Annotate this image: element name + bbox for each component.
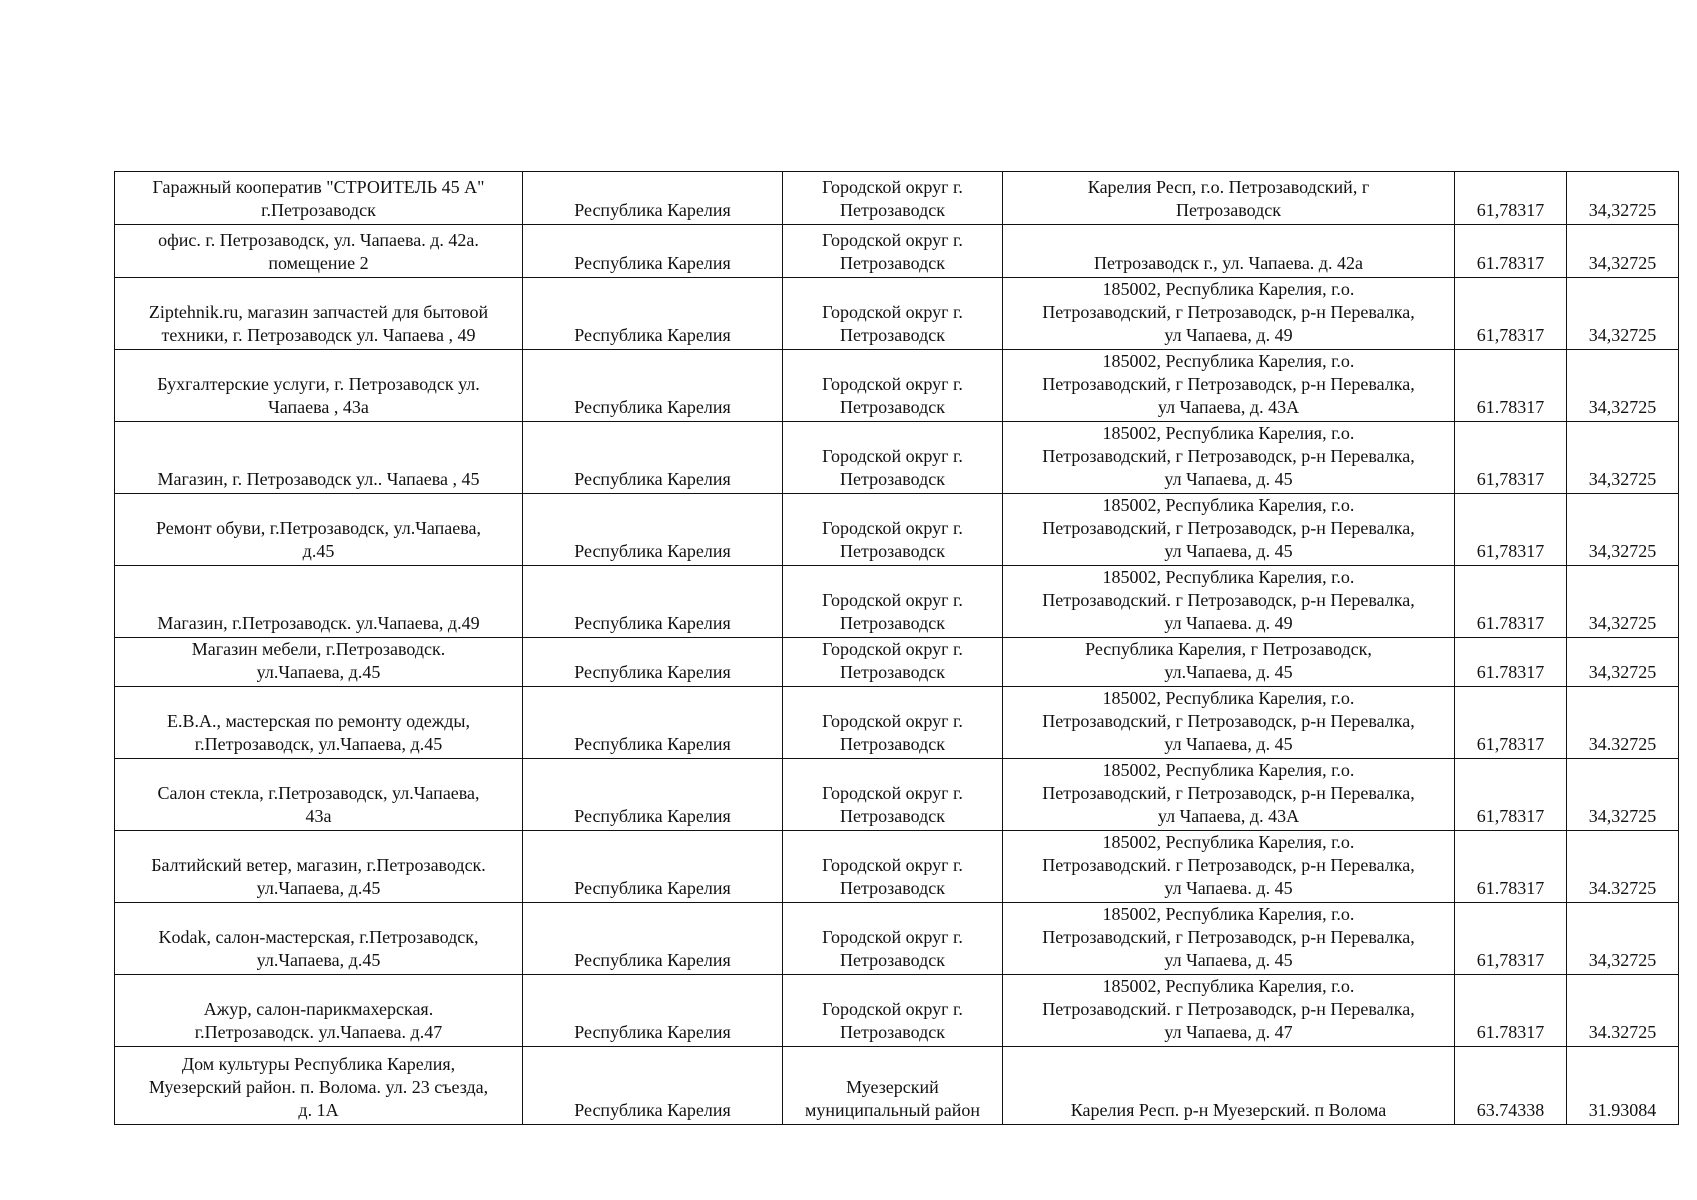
place-name-cell: [115, 687, 523, 759]
latitude-cell: [1455, 903, 1567, 975]
region-cell-text: Республика Карелия: [574, 878, 731, 898]
address-cell: [1003, 225, 1455, 278]
address-cell-text: 185002, Республика Карелия, г.о. Петрозаводский, г Петрозаводск, р-н Перевалка, ул Чапаева, д. 49: [1042, 279, 1415, 345]
address-cell: [1003, 494, 1455, 566]
place-name-cell-text: Дом культуры Республика Карелия, Муезерский район. п. Волома. ул. 23 съезда, д. 1А: [148, 1054, 489, 1120]
place-name-cell: [115, 278, 523, 350]
region-cell-text: Республика Карелия: [574, 613, 731, 633]
place-name-cell: [115, 566, 523, 638]
table-row: [115, 350, 1679, 422]
district-cell: [783, 1047, 1003, 1125]
region-cell-text: Республика Карелия: [574, 950, 731, 970]
region-cell-text: Республика Карелия: [574, 806, 731, 826]
district-cell: [783, 494, 1003, 566]
latitude-cell-text: 61.78317: [1476, 397, 1545, 417]
address-table: [114, 171, 1679, 1125]
longitude-cell: [1567, 687, 1679, 759]
address-cell-text: 185002, Республика Карелия, г.о. Петрозаводский, г Петрозаводск, р-н Перевалка, ул Чапаева, д. 45: [1042, 423, 1415, 489]
district-cell: [783, 350, 1003, 422]
latitude-cell-text: 61.78317: [1476, 878, 1545, 898]
latitude-cell-text: 61,78317: [1476, 950, 1545, 970]
longitude-cell-text: 34.32725: [1588, 878, 1657, 898]
district-cell: [783, 687, 1003, 759]
district-cell-text: Городской округ г. Петрозаводск: [822, 374, 963, 417]
region-cell-text: Республика Карелия: [574, 1022, 731, 1042]
place-name-cell-text: Магазин, г. Петрозаводск ул.. Чапаева , 45: [157, 469, 480, 489]
region-cell: [523, 566, 783, 638]
longitude-cell: [1567, 759, 1679, 831]
region-cell-text: Республика Карелия: [574, 397, 731, 417]
address-cell-text: 185002, Республика Карелия, г.о. Петрозаводский, г Петрозаводск, р-н Перевалка, ул Чапаева, д. 45: [1042, 904, 1415, 970]
longitude-cell-text: 34.32725: [1588, 734, 1657, 754]
table-row: [115, 494, 1679, 566]
latitude-cell: [1455, 831, 1567, 903]
latitude-cell: [1455, 422, 1567, 494]
district-cell-text: Городской округ г. Петрозаводск: [822, 177, 963, 220]
longitude-cell-text: 34,32725: [1588, 950, 1657, 970]
longitude-cell: [1567, 831, 1679, 903]
table-row: [115, 278, 1679, 350]
district-cell: [783, 759, 1003, 831]
region-cell-text: Республика Карелия: [574, 200, 731, 220]
region-cell-text: Республика Карелия: [574, 662, 731, 682]
region-cell: [523, 422, 783, 494]
region-cell-text: Республика Карелия: [574, 734, 731, 754]
longitude-cell: [1567, 903, 1679, 975]
table-row: [115, 422, 1679, 494]
latitude-cell: [1455, 566, 1567, 638]
address-cell: [1003, 638, 1455, 687]
address-cell: [1003, 350, 1455, 422]
region-cell: [523, 903, 783, 975]
latitude-cell-text: 61.78317: [1476, 662, 1545, 682]
address-cell-text: 185002, Республика Карелия, г.о. Петрозаводский, г Петрозаводск, р-н Перевалка, ул Чапаева, д. 45: [1042, 688, 1415, 754]
latitude-cell-text: 61,78317: [1476, 806, 1545, 826]
district-cell-text: Городской округ г. Петрозаводск: [822, 639, 963, 682]
district-cell-text: Муезерский муниципальный район: [804, 1077, 980, 1120]
longitude-cell: [1567, 1047, 1679, 1125]
place-name-cell: [115, 172, 523, 225]
place-name-cell: [115, 350, 523, 422]
address-cell-text: 185002, Республика Карелия, г.о. Петрозаводский, г Петрозаводск, р-н Перевалка, ул Чапаева, д. 43А: [1042, 351, 1415, 417]
region-cell-text: Республика Карелия: [574, 541, 731, 561]
address-cell-text: 185002, Республика Карелия, г.о. Петрозаводский. г Петрозаводск, р-н Перевалка, ул Чапаева, д. 47: [1042, 976, 1415, 1042]
place-name-cell: [115, 422, 523, 494]
address-cell: [1003, 903, 1455, 975]
address-cell: [1003, 687, 1455, 759]
latitude-cell: [1455, 172, 1567, 225]
address-cell-text: Петрозаводск г., ул. Чапаева. д. 42а: [1094, 253, 1363, 273]
longitude-cell: [1567, 350, 1679, 422]
district-cell: [783, 831, 1003, 903]
place-name-cell-text: Е.В.А., мастерская по ремонту одежды, г.Петрозаводск, ул.Чапаева, д.45: [167, 711, 470, 754]
place-name-cell-text: Магазин, г.Петрозаводск. ул.Чапаева, д.49: [157, 613, 480, 633]
latitude-cell: [1455, 638, 1567, 687]
address-cell: [1003, 759, 1455, 831]
table-row: [115, 1047, 1679, 1125]
place-name-cell-text: Магазин мебели, г.Петрозаводск. ул.Чапаева, д.45: [191, 639, 446, 682]
place-name-cell-text: офис. г. Петрозаводск, ул. Чапаева. д. 42а. помещение 2: [158, 230, 479, 273]
place-name-cell-text: Ziptehnik.ru, магазин запчастей для бытовой техники, г. Петрозаводск ул. Чапаева , 49: [148, 302, 489, 345]
district-cell: [783, 566, 1003, 638]
longitude-cell-text: 34,32725: [1588, 397, 1657, 417]
district-cell: [783, 975, 1003, 1047]
longitude-cell-text: 34,32725: [1588, 541, 1657, 561]
table-row: [115, 903, 1679, 975]
latitude-cell-text: 61,78317: [1476, 200, 1545, 220]
region-cell: [523, 350, 783, 422]
latitude-cell-text: 61.78317: [1476, 253, 1545, 273]
latitude-cell-text: 61,78317: [1476, 325, 1545, 345]
longitude-cell-text: 34,32725: [1588, 613, 1657, 633]
region-cell: [523, 759, 783, 831]
latitude-cell: [1455, 759, 1567, 831]
place-name-cell: [115, 759, 523, 831]
latitude-cell-text: 63.74338: [1476, 1100, 1545, 1120]
district-cell-text: Городской округ г. Петрозаводск: [822, 711, 963, 754]
district-cell-text: Городской округ г. Петрозаводск: [822, 302, 963, 345]
latitude-cell: [1455, 225, 1567, 278]
latitude-cell: [1455, 278, 1567, 350]
table-row: [115, 687, 1679, 759]
address-cell-text: 185002, Республика Карелия, г.о. Петрозаводский. г Петрозаводск, р-н Перевалка, ул Чапаева. д. 49: [1042, 567, 1415, 633]
address-cell-text: Карелия Респ, г.о. Петрозаводский, г Петрозаводск: [1087, 177, 1370, 220]
region-cell-text: Республика Карелия: [574, 1100, 731, 1120]
latitude-cell: [1455, 1047, 1567, 1125]
region-cell: [523, 1047, 783, 1125]
table-row: [115, 225, 1679, 278]
address-cell: [1003, 1047, 1455, 1125]
district-cell-text: Городской округ г. Петрозаводск: [822, 446, 963, 489]
latitude-cell-text: 61.78317: [1476, 613, 1545, 633]
address-cell-text: 185002, Республика Карелия, г.о. Петрозаводский, г Петрозаводск, р-н Перевалка, ул Чапаева, д. 45: [1042, 495, 1415, 561]
place-name-cell: [115, 903, 523, 975]
place-name-cell-text: Kodak, салон-мастерская, г.Петрозаводск, ул.Чапаева, д.45: [158, 927, 479, 970]
address-cell: [1003, 278, 1455, 350]
address-cell-text: Карелия Респ. р-н Муезерский. п Волома: [1070, 1100, 1387, 1120]
district-cell-text: Городской округ г. Петрозаводск: [822, 518, 963, 561]
longitude-cell: [1567, 975, 1679, 1047]
region-cell: [523, 278, 783, 350]
latitude-cell-text: 61.78317: [1476, 1022, 1545, 1042]
longitude-cell-text: 34,32725: [1588, 325, 1657, 345]
address-cell: [1003, 422, 1455, 494]
place-name-cell: [115, 494, 523, 566]
longitude-cell-text: 31.93084: [1588, 1100, 1657, 1120]
latitude-cell: [1455, 975, 1567, 1047]
longitude-cell: [1567, 225, 1679, 278]
district-cell: [783, 278, 1003, 350]
longitude-cell-text: 34.32725: [1588, 1022, 1657, 1042]
address-cell: [1003, 975, 1455, 1047]
place-name-cell: [115, 975, 523, 1047]
table-body: [115, 172, 1679, 1125]
district-cell-text: Городской округ г. Петрозаводск: [822, 855, 963, 898]
district-cell: [783, 172, 1003, 225]
latitude-cell: [1455, 494, 1567, 566]
place-name-cell-text: Бухгалтерские услуги, г. Петрозаводск ул. Чапаева , 43а: [157, 374, 480, 417]
longitude-cell-text: 34,32725: [1588, 662, 1657, 682]
region-cell: [523, 687, 783, 759]
place-name-cell: [115, 1047, 523, 1125]
table-row: [115, 831, 1679, 903]
longitude-cell: [1567, 172, 1679, 225]
place-name-cell: [115, 638, 523, 687]
region-cell: [523, 831, 783, 903]
table-row: [115, 172, 1679, 225]
latitude-cell: [1455, 687, 1567, 759]
address-cell: [1003, 831, 1455, 903]
latitude-cell-text: 61,78317: [1476, 541, 1545, 561]
longitude-cell-text: 34,32725: [1588, 806, 1657, 826]
region-cell: [523, 172, 783, 225]
place-name-cell-text: Салон стекла, г.Петрозаводск, ул.Чапаева, 43а: [157, 783, 480, 826]
place-name-cell-text: Балтийский ветер, магазин, г.Петрозаводск. ул.Чапаева, д.45: [151, 855, 486, 898]
district-cell-text: Городской округ г. Петрозаводск: [822, 999, 963, 1042]
table-row: [115, 638, 1679, 687]
latitude-cell: [1455, 350, 1567, 422]
longitude-cell: [1567, 422, 1679, 494]
district-cell-text: Городской округ г. Петрозаводск: [822, 927, 963, 970]
longitude-cell-text: 34,32725: [1588, 200, 1657, 220]
longitude-cell-text: 34,32725: [1588, 469, 1657, 489]
district-cell: [783, 638, 1003, 687]
place-name-cell-text: Ремонт обуви, г.Петрозаводск, ул.Чапаева, д.45: [155, 518, 482, 561]
place-name-cell-text: Ажур, салон-парикмахерская. г.Петрозаводск. ул.Чапаева. д.47: [194, 999, 443, 1042]
address-cell-text: 185002, Республика Карелия, г.о. Петрозаводский. г Петрозаводск, р-н Перевалка, ул Чапаева. д. 45: [1042, 832, 1415, 898]
region-cell: [523, 225, 783, 278]
longitude-cell: [1567, 638, 1679, 687]
address-cell-text: Республика Карелия, г Петрозаводск, ул.Чапаева, д. 45: [1085, 639, 1372, 682]
longitude-cell: [1567, 566, 1679, 638]
region-cell-text: Республика Карелия: [574, 469, 731, 489]
region-cell-text: Республика Карелия: [574, 253, 731, 273]
address-cell: [1003, 172, 1455, 225]
address-cell-text: 185002, Республика Карелия, г.о. Петрозаводский, г Петрозаводск, р-н Перевалка, ул Чапаева, д. 43А: [1042, 760, 1415, 826]
place-name-cell: [115, 831, 523, 903]
region-cell-text: Республика Карелия: [574, 325, 731, 345]
district-cell: [783, 225, 1003, 278]
region-cell: [523, 638, 783, 687]
table-row: [115, 759, 1679, 831]
latitude-cell-text: 61,78317: [1476, 734, 1545, 754]
place-name-cell-text: Гаражный кооператив "СТРОИТЕЛЬ 45 А" г.Петрозаводск: [152, 177, 485, 220]
district-cell-text: Городской округ г. Петрозаводск: [822, 230, 963, 273]
district-cell: [783, 903, 1003, 975]
district-cell: [783, 422, 1003, 494]
longitude-cell-text: 34,32725: [1588, 253, 1657, 273]
longitude-cell: [1567, 278, 1679, 350]
table-row: [115, 975, 1679, 1047]
longitude-cell: [1567, 494, 1679, 566]
district-cell-text: Городской округ г. Петрозаводск: [822, 590, 963, 633]
latitude-cell-text: 61,78317: [1476, 469, 1545, 489]
region-cell: [523, 494, 783, 566]
address-cell: [1003, 566, 1455, 638]
district-cell-text: Городской округ г. Петрозаводск: [822, 783, 963, 826]
region-cell: [523, 975, 783, 1047]
table-row: [115, 566, 1679, 638]
place-name-cell: [115, 225, 523, 278]
